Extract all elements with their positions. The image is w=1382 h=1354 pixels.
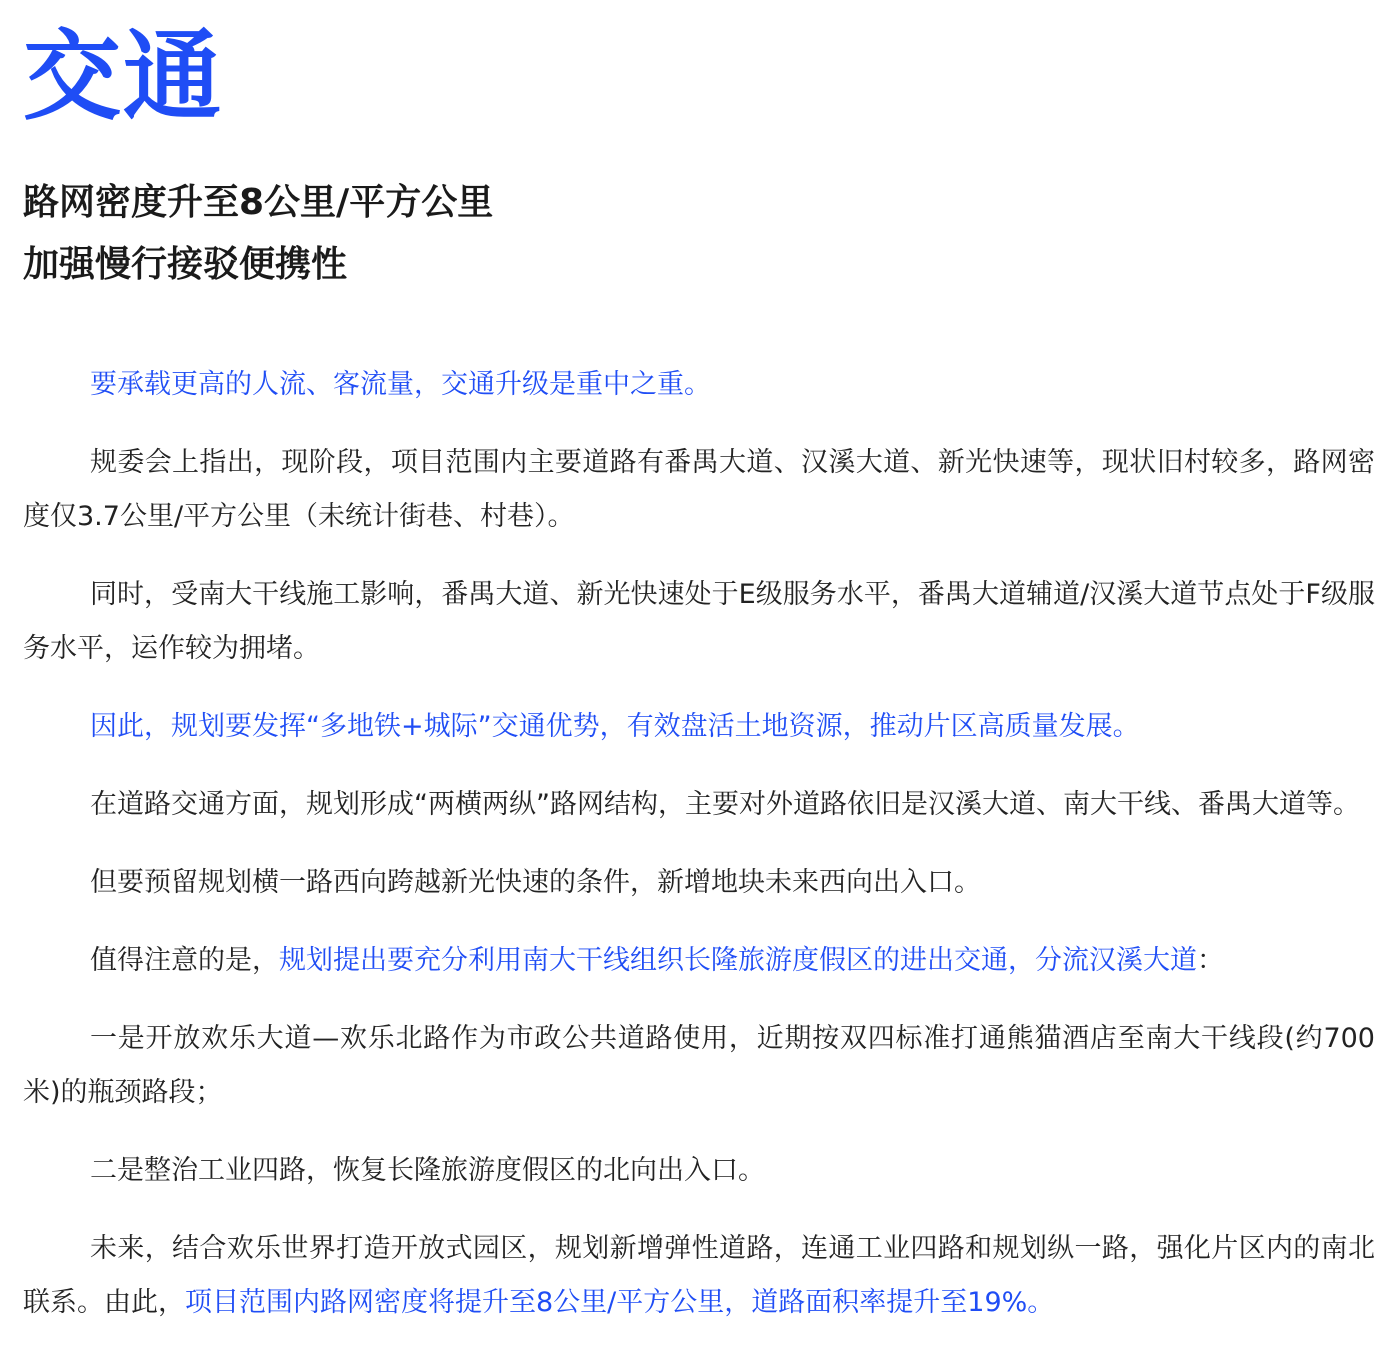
article — [23, 22, 1375, 1354]
paragraph-text: ： — [1197, 945, 1224, 976]
paragraph: 规委会上指出，现阶段，项目范围内主要道路有番禺大道、汉溪大道、新光快速等，现状旧村较多，路网密度仅3.7公里/平方公里（未统计街巷、村巷）。 — [23, 447, 1375, 532]
paragraph: 同时，受南大干线施工影响，番禺大道、新光快速处于E级服务水平，番禺大道辅道/汉溪大道节点处于F级服务水平，运作较为拥堵。 — [23, 579, 1375, 664]
highlight-text: 规划提出要充分利用南大干线组织长隆旅游度假区的进出交通，分流汉溪大道 — [279, 945, 1197, 976]
section-title: 交通 — [23, 20, 224, 134]
paragraph — [23, 934, 1375, 988]
paragraph: 在道路交通方面，规划形成“两横两纵”路网结构，主要对外道路依旧是汉溪大道、南大干线、番禺大道等。 — [90, 789, 1360, 820]
paragraph — [23, 1222, 1375, 1330]
paragraph-highlight: 要承载更高的人流、客流量，交通升级是重中之重。 — [90, 369, 711, 400]
paragraph: 二是整治工业四路，恢复长隆旅游度假区的北向出入口。 — [90, 1155, 765, 1186]
paragraph: 一是开放欢乐大道—欢乐北路作为市政公共道路使用，近期按双四标准打通熊猫酒店至南大干线段(约700米)的瓶颈路段； — [23, 1023, 1375, 1108]
paragraph-text: 值得注意的是， — [90, 945, 279, 976]
article-body — [23, 358, 1375, 1330]
subtitle — [23, 172, 1375, 296]
subtitle-line: 路网密度升至8公里/平方公里 — [23, 182, 494, 223]
paragraph: 但要预留规划横一路西向跨越新光快速的条件，新增地块未来西向出入口。 — [90, 867, 981, 898]
subtitle-line: 加强慢行接驳便携性 — [23, 244, 348, 285]
highlight-text: 项目范围内路网密度将提升至8公里/平方公里，道路面积率提升至19%。 — [185, 1287, 1055, 1318]
paragraph-text: 未来，结合欢乐世界打造开放式园区，规划新增弹性道路，连通工业四路和规划纵一路，强化片区内的南北联系。由此， — [23, 1233, 1375, 1318]
paragraph-highlight: 因此，规划要发挥“多地铁+城际”交通优势，有效盘活土地资源，推动片区高质量发展。 — [90, 711, 1140, 742]
